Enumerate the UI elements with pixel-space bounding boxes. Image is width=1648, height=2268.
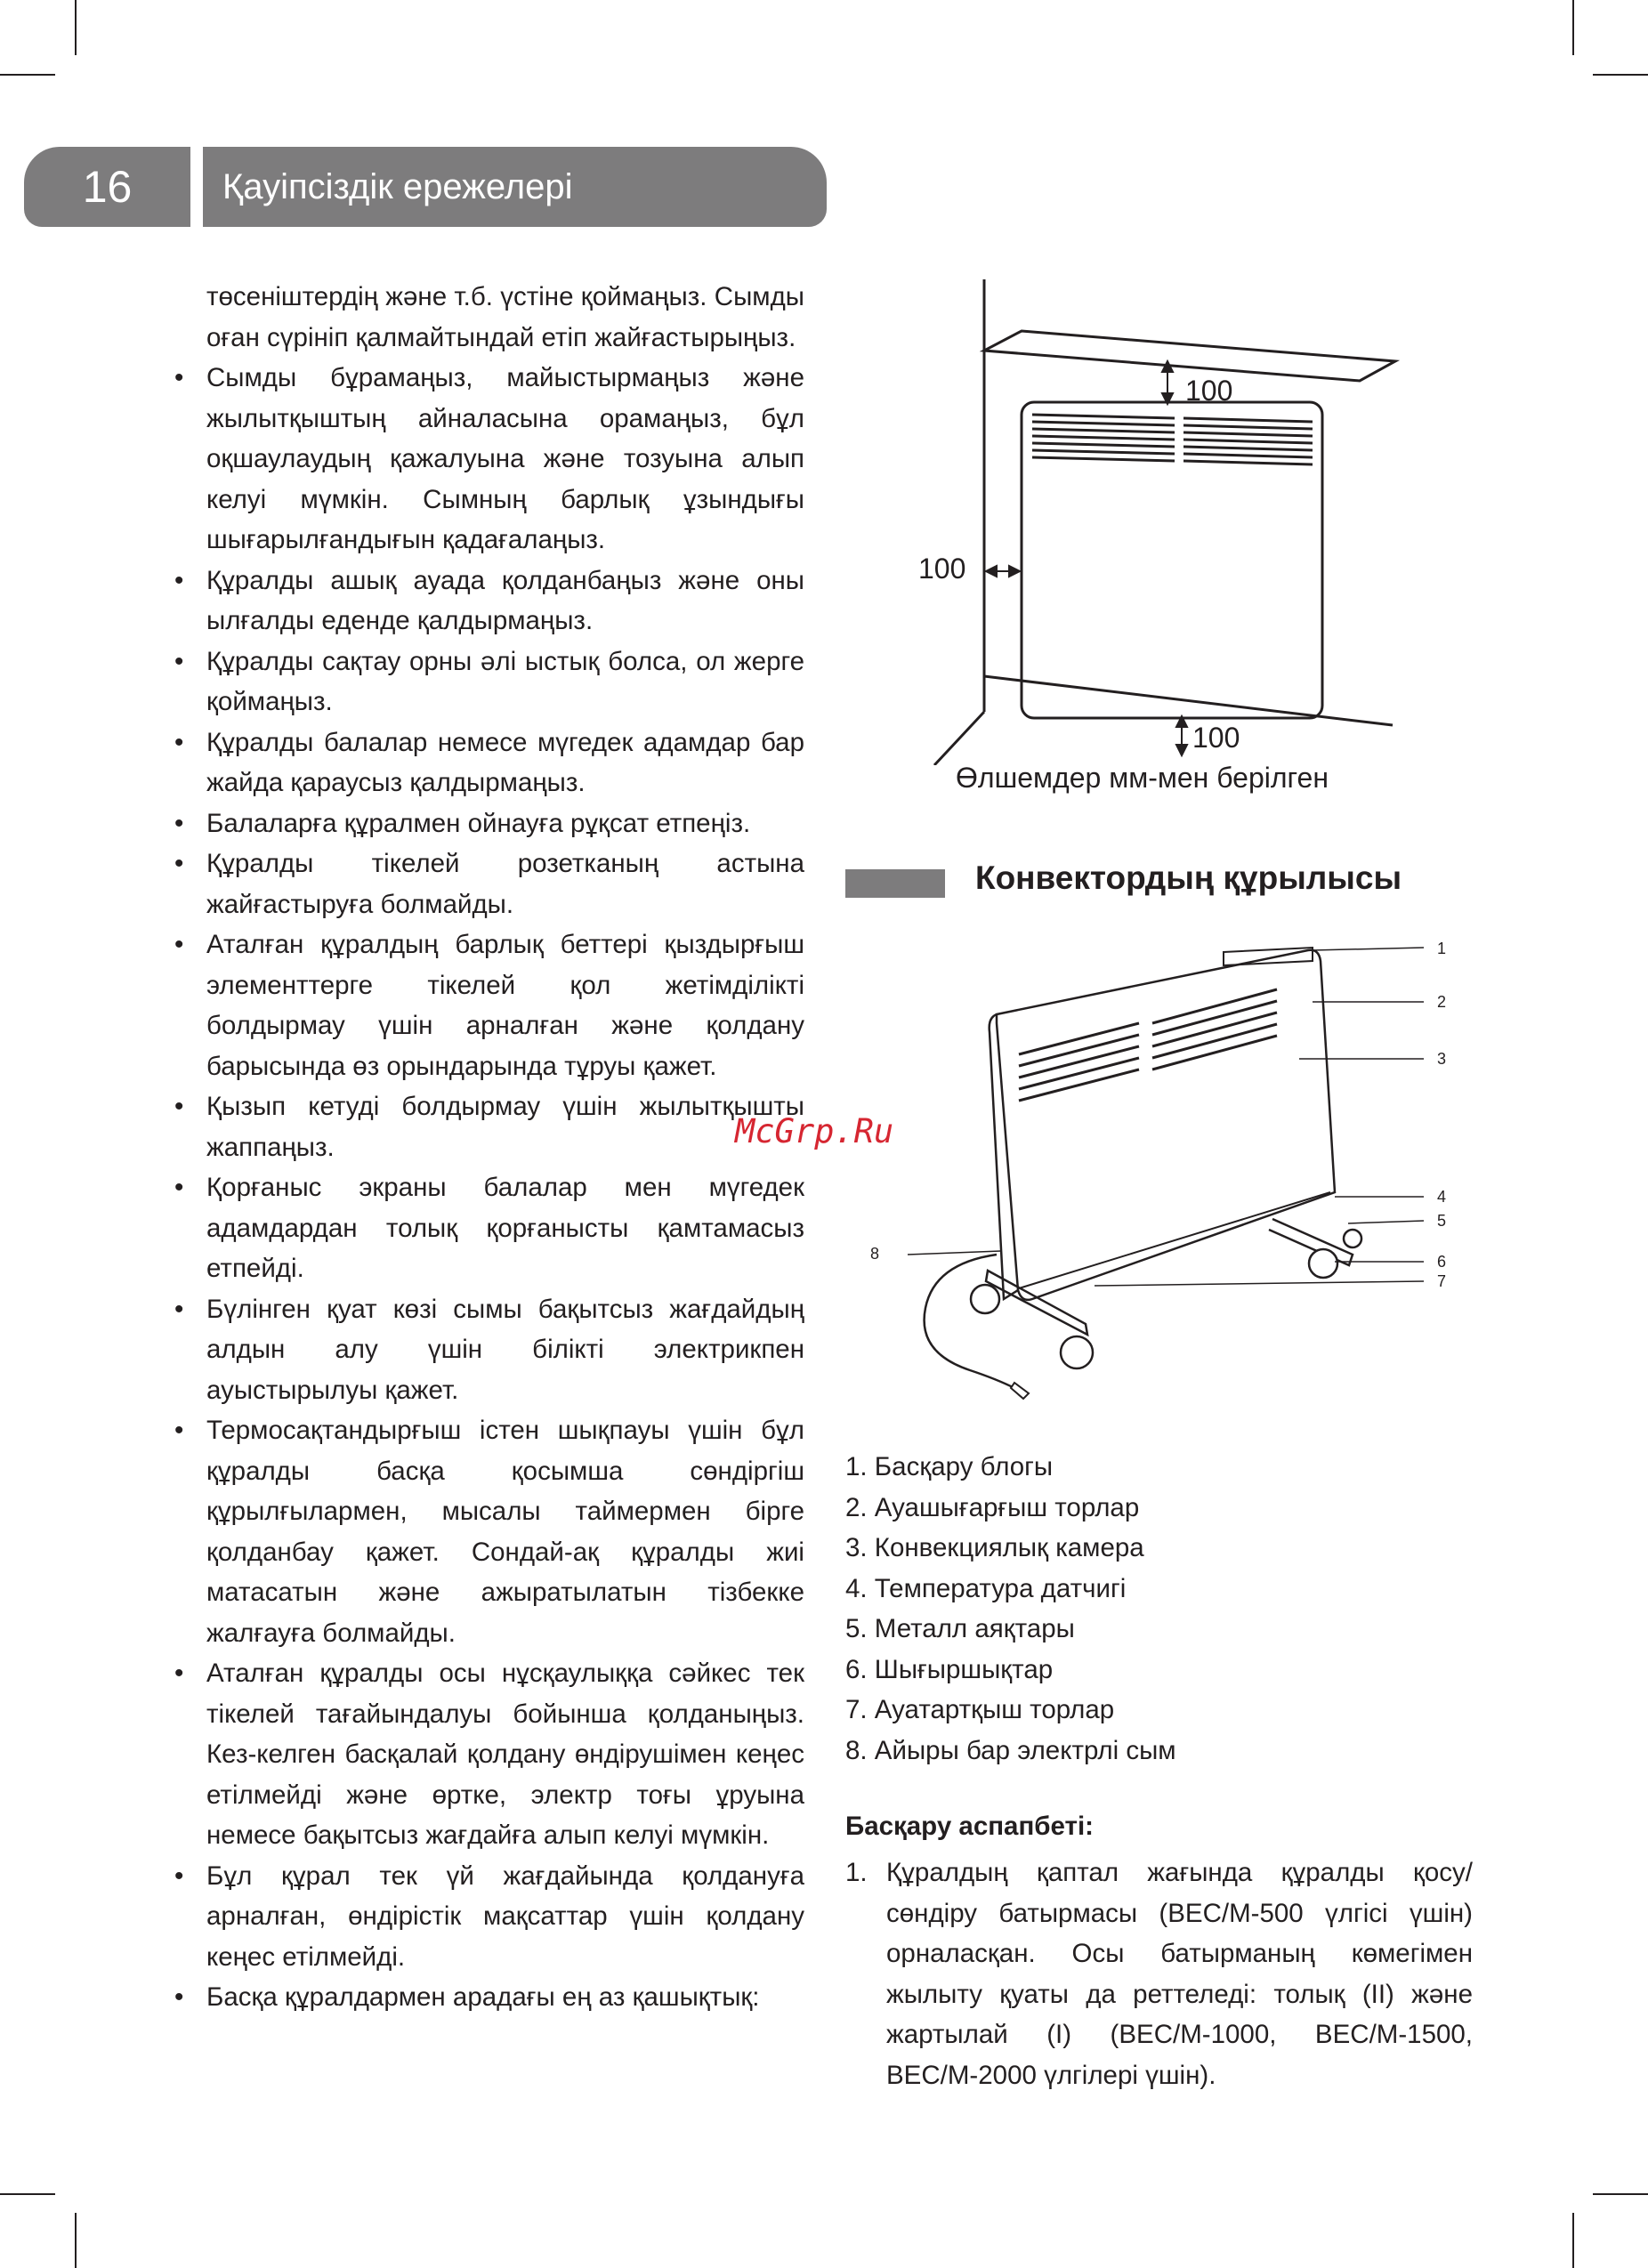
crop-mark xyxy=(0,74,55,76)
list-item: 4. Температура датчигі xyxy=(845,1573,1127,1603)
control-panel-item xyxy=(845,1852,1473,2095)
air-outlet-grille xyxy=(1019,989,1277,1101)
convector-diagram xyxy=(854,925,1459,1424)
list-item: 5. Металл аяқтары xyxy=(845,1614,1075,1643)
list-item: • Аталған құралдың барлық беттері қыздырғыш элементтерге тікелей қол жетімділікті болдырмау үшін арналған және қолдану барысында өз орындарында тұруы қажет. xyxy=(174,930,804,1081)
list-item: • Қызып кетуді болдырмау үшін жылытқышты жаппаңыз. xyxy=(174,1092,804,1162)
top-clearance-label: 100 xyxy=(1185,375,1233,407)
control-block xyxy=(1224,948,1313,965)
air-intake-grille xyxy=(1019,1192,1330,1288)
clearance-diagram xyxy=(908,267,1424,765)
list-item: 2. Ауашығарғыш торлар xyxy=(845,1492,1140,1522)
callout-number: 4 xyxy=(1437,1188,1447,1206)
list-item: 6. Шығыршықтар xyxy=(845,1654,1054,1684)
safety-rules-text xyxy=(166,277,804,2018)
list-item: 3. Конвекциялық камера xyxy=(845,1533,1144,1562)
metal-feet xyxy=(986,1219,1353,1335)
safety-bullet-list xyxy=(166,358,804,2018)
watermark: McGrp.Ru xyxy=(735,1112,894,1150)
shelf xyxy=(984,331,1395,381)
heater-grille-right xyxy=(1183,418,1313,464)
item-number: 1. xyxy=(845,1858,868,1887)
side-clearance-arrow xyxy=(986,566,1020,577)
crop-mark xyxy=(75,2213,77,2268)
callout-line xyxy=(908,1251,1001,1255)
crop-mark xyxy=(1572,0,1574,55)
list-item: • Сымды бұрамаңыз, майыстырмаңыз және жылытқыштың айналасына орамаңыз, бұл оқшаулаудың қажалуына және тозуына алып келуі мүмкін. Сымның барлық ұзындығы шығарылғандығын қадағалаңыз. xyxy=(174,363,804,554)
continuation-paragraph: төсеніштердің және т.б. үстіне қоймаңыз. Сымды оған сүрініп қалмайтындай етіп жайғастырыңыз. xyxy=(206,282,804,352)
list-item: 8. Айыры бар электрлі сым xyxy=(845,1735,1176,1765)
section-marker-bar xyxy=(845,869,945,898)
item-text: Құралдың қаптал жағында құралды қосу/сөндіру батырмасы (BEC/M-500 үлгісі үшін) орналасқан. Осы батырманың көмегімен жылыту қуаты да реттеледі: толық (II) және жартылай (I) (BEC/M-1000, BEC/M-1500, BEC/M-2000 үлгілері үшін). xyxy=(886,1858,1473,2090)
crop-mark xyxy=(1572,2213,1574,2268)
floor-line xyxy=(934,712,984,765)
heater-grille-left xyxy=(1032,415,1175,461)
callout-line xyxy=(1313,948,1424,950)
bottom-clearance-label: 100 xyxy=(1192,722,1240,754)
top-clearance-arrow xyxy=(1162,361,1173,404)
crop-mark xyxy=(75,0,77,55)
callout-line xyxy=(1348,1221,1424,1223)
crop-mark xyxy=(1593,2193,1648,2195)
list-item: • Құралды тікелей розетканың астына жайғастыруға болмайды. xyxy=(174,849,804,919)
power-cord xyxy=(925,1255,1014,1388)
side-panel xyxy=(990,1014,1018,1299)
page-title: Қауіпсіздік ережелері xyxy=(203,147,827,227)
callout-number: 1 xyxy=(1437,940,1447,957)
list-item: • Құралды сақтау орны әлі ыстық болса, ол жерге қоймаңыз. xyxy=(174,646,804,716)
callout-number: 6 xyxy=(1437,1253,1447,1271)
control-panel-title: Басқару аспапбеті: xyxy=(845,1812,1094,1841)
side-clearance-label: 100 xyxy=(918,553,966,585)
crop-mark xyxy=(0,2193,55,2195)
callout-number: 2 xyxy=(1437,993,1447,1011)
list-item: • Балаларға құралмен ойнауға рұқсат етпеңіз. xyxy=(174,808,751,838)
bottom-clearance-arrow xyxy=(1176,716,1187,755)
list-item: • Бұл құрал тек үй жағдайында қолдануға арналған, өндірістік мақсаттар үшін қолдану кеңес етілмейді. xyxy=(174,1860,804,1972)
list-item: • Бүлінген қуат көзі сымы бақытсыз жағдайдың алдын алу үшін білікті электрикпен ауыстырылуы қажет. xyxy=(174,1294,804,1405)
figure-caption: Өлшемдер мм-мен берілген xyxy=(956,762,1329,794)
callout-number: 3 xyxy=(1437,1050,1447,1068)
parts-list xyxy=(845,1447,1176,1771)
list-item: • Термосақтандырғыш істен шықпауы үшін бұл құралды басқа қосымша сөндіргіш құрылғылармен, мысалы таймермен бірге қолданбау қажет. Сондай-ақ құралды жиі матасатын және ажыратылатын тізбекке жалғауға болмайды. xyxy=(174,1416,804,1648)
list-item: • Құралды ашық ауада қолданбаңыз және оны ылғалды еденде қалдырмаңыз. xyxy=(174,565,804,635)
front-panel xyxy=(997,950,1335,1300)
callout-line xyxy=(1095,1281,1424,1286)
list-item: 1. Басқару блогы xyxy=(845,1452,1054,1481)
list-item: • Құралды балалар немесе мүгедек адамдар бар жайда қараусыз қалдырмаңыз. xyxy=(174,727,804,797)
plug xyxy=(1011,1383,1029,1399)
list-item: • Қорғаныс экраны балалар мен мүгедек адамдардан толық қорғанысты қамтамасыз етпейді. xyxy=(174,1173,804,1283)
list-item: • Басқа құралдармен арадағы ең аз қашықтық: xyxy=(174,1982,760,2012)
callout-number: 5 xyxy=(1437,1212,1447,1230)
callout-number: 7 xyxy=(1437,1272,1447,1290)
crop-mark xyxy=(1593,74,1648,76)
callout-number: 8 xyxy=(870,1245,880,1263)
page-number: 16 xyxy=(24,147,190,227)
section-title: Конвектордың құрылысы xyxy=(975,860,1402,896)
list-item: • Аталған құралды осы нұсқаулыққа сәйкес тек тікелей тағайындалуы бойынша қолданыңыз. Кез-келген басқалай қолдану өндірушімен кеңес етілмейді және өртке, электр тоғы ұруына немесе бақытсыз жағдайға алып келуі мүмкін. xyxy=(174,1659,804,1850)
list-item: 7. Ауатартқыш торлар xyxy=(845,1695,1115,1724)
